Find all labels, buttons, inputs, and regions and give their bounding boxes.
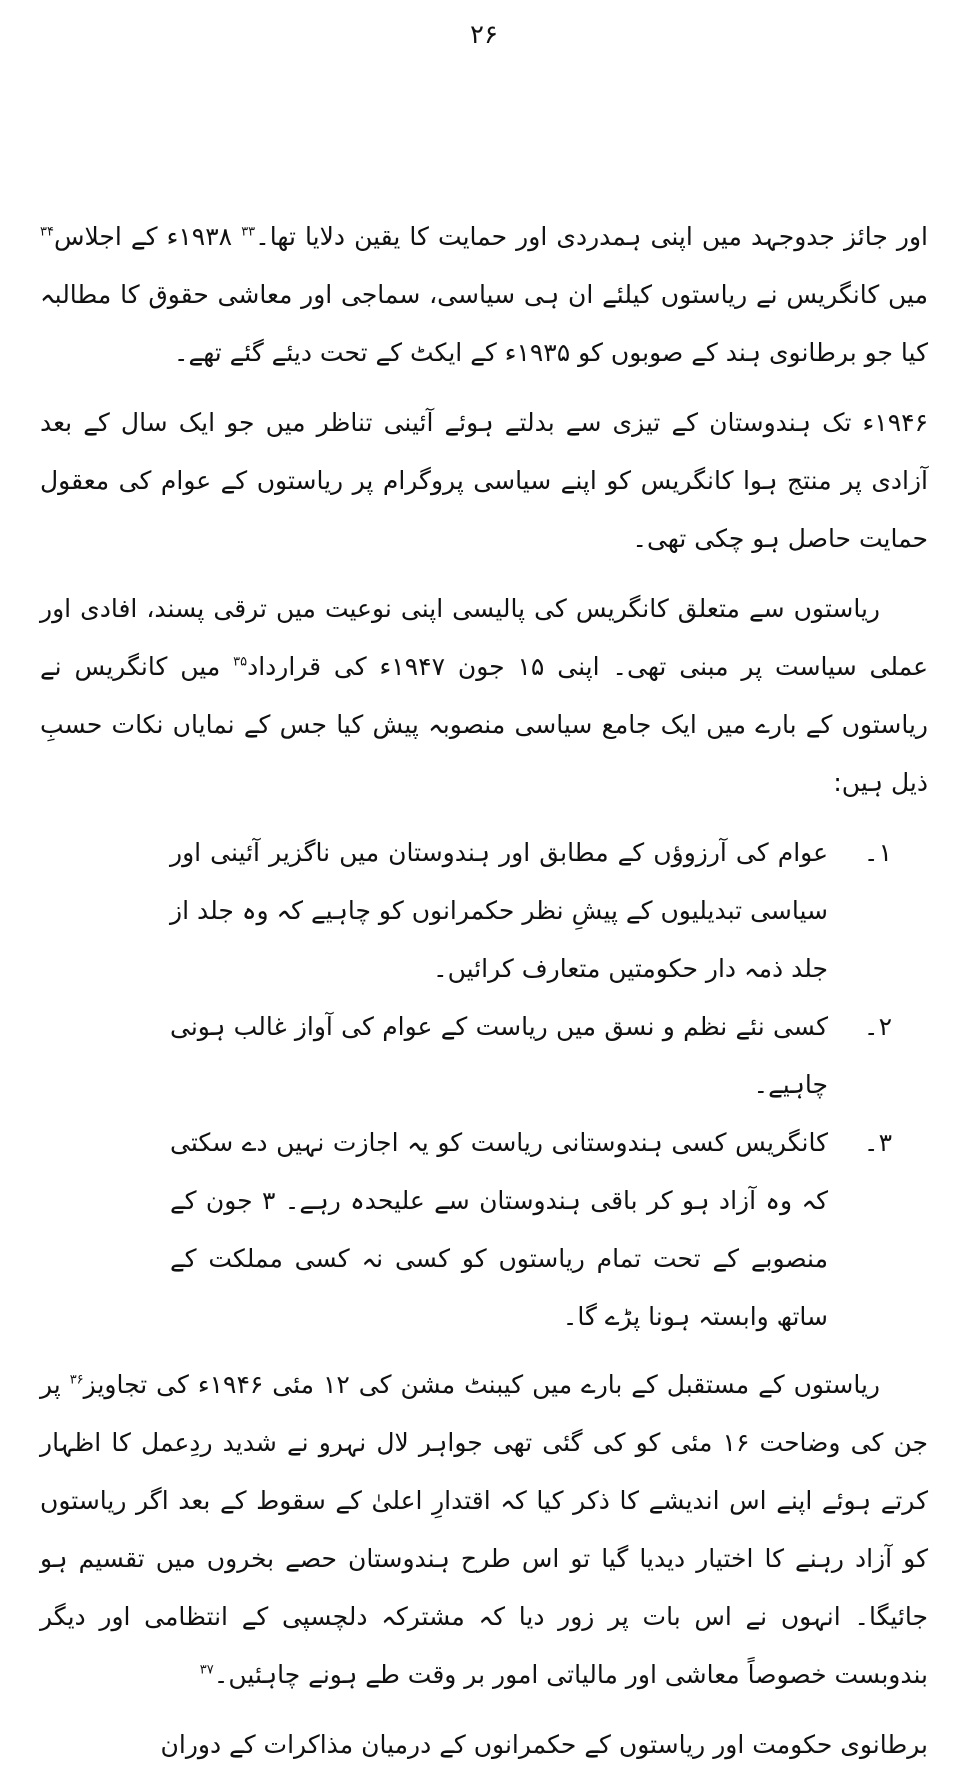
paragraph-2 xyxy=(40,394,928,568)
footnote-ref-35: ۳۵ xyxy=(233,654,248,670)
list-item xyxy=(40,824,928,998)
paragraph-1-text-b: ۱۹۳۸ء کے اجلاس xyxy=(53,222,242,251)
list-item xyxy=(40,1114,928,1346)
paragraph-5 xyxy=(40,1716,928,1774)
paragraph-4 xyxy=(40,1356,928,1704)
paragraph-3-text-b: میں کانگریس نے ریاستوں کے بارے میں ایک جامع سیاسی منصوبہ پیش کیا جس کے نمایاں نکات حسبِ ذیل ہیں: xyxy=(40,652,928,797)
paragraph-2-text: ۱۹۴۶ء تک ہندوستان کے تیزی سے بدلتے ہوئے آئینی تناظر میں جو ایک سال کے بعد آزادی پر منتج ہوا کانگریس کو اپنے سیاسی پروگرام پر ریاستوں کے عوام کی معقول حمایت حاصل ہو چکی تھی۔ xyxy=(40,408,928,553)
list-item xyxy=(40,998,928,1114)
footnote-ref-36: ۳۶ xyxy=(69,1372,84,1388)
list-item-number: ۲۔ xyxy=(863,1012,892,1041)
paragraph-4-text-a: ریاستوں کے مستقبل کے بارے میں کیبنٹ مشن کی ۱۲ مئی ۱۹۴۶ء کی تجاویز xyxy=(83,1370,880,1399)
footnote-ref-33: ۳۳ xyxy=(241,224,256,240)
paragraph-1-text-a: اور جائز جدوجہد میں اپنی ہمدردی اور حمایت کا یقین دلایا تھا۔ xyxy=(255,222,928,251)
paragraph-1-text-c: میں کانگریس نے ریاستوں کیلئے ان ہی سیاسی، سماجی اور معاشی حقوق کا مطالبہ کیا جو برطانوی ہند کے صوبوں کو ۱۹۳۵ء کے ایکٹ کے تحت دیئے گئے تھے۔ xyxy=(40,280,928,367)
list-item-text: کسی نئے نظم و نسق میں ریاست کے عوام کی آواز غالب ہونی چاہیے۔ xyxy=(170,1012,828,1099)
paragraph-5-text: برطانوی حکومت اور ریاستوں کے حکمرانوں کے درمیان مذاکرات کے دوران xyxy=(160,1730,928,1759)
paragraph-4-text-b: پر جن کی وضاحت ۱۶ مئی کو کی گئی تھی جواہر لال نہرو نے شدید ردِعمل کا اظہار کرتے ہوئے اپنے اس اندیشے کا ذکر کیا کہ اقتدارِ اعلیٰ کے سقوط کے بعد اگر ریاستوں کو آزاد رہنے کا اختیار دیدیا گیا تو اس طرح ہندوستان حصے بخروں میں تقسیم ہو جائیگا۔ انہوں نے اس بات پر زور دیا کہ مشترکہ دلچسپی کے انتظامی اور دیگر بندوبست خصوصاً معاشی اور مالیاتی امور بر وقت طے ہونے چاہئیں۔ xyxy=(40,1370,928,1689)
page-number: ۲۶ xyxy=(470,20,498,50)
paragraph-3-text-a: ریاستوں سے متعلق کانگریس کی پالیسی اپنی نوعیت میں ترقی پسند، افادی اور عملی سیاست پر مبنی تھی۔ اپنی ۱۵ جون ۱۹۴۷ء کی قرارداد xyxy=(40,594,929,681)
paragraph-1 xyxy=(40,208,928,382)
list-item-text: کانگریس کسی ہندوستانی ریاست کو یہ اجازت نہیں دے سکتی کہ وہ آزاد ہو کر باقی ہندوستان سے علیحدہ رہے۔ ۳ جون کے منصوبے کے تحت تمام ریاستوں کو کسی نہ کسی مملکت کے ساتھ وابستہ ہونا پڑے گا۔ xyxy=(170,1128,828,1331)
footnote-ref-37: ۳۷ xyxy=(199,1662,214,1678)
list-item-number: ۳۔ xyxy=(863,1128,892,1157)
footnote-ref-34: ۳۴ xyxy=(40,224,54,240)
paragraph-3 xyxy=(40,580,928,812)
body-text xyxy=(40,208,928,1786)
list-item-number: ۱۔ xyxy=(863,838,892,867)
points-list xyxy=(40,824,928,1346)
list-item-text: عوام کی آرزوؤں کے مطابق اور ہندوستان میں ناگزیر آئینی اور سیاسی تبدیلیوں کے پیشِ نظر حکمرانوں کو چاہیے کہ وہ جلد از جلد ذمہ دار حکومتیں متعارف کرائیں۔ xyxy=(170,838,828,983)
